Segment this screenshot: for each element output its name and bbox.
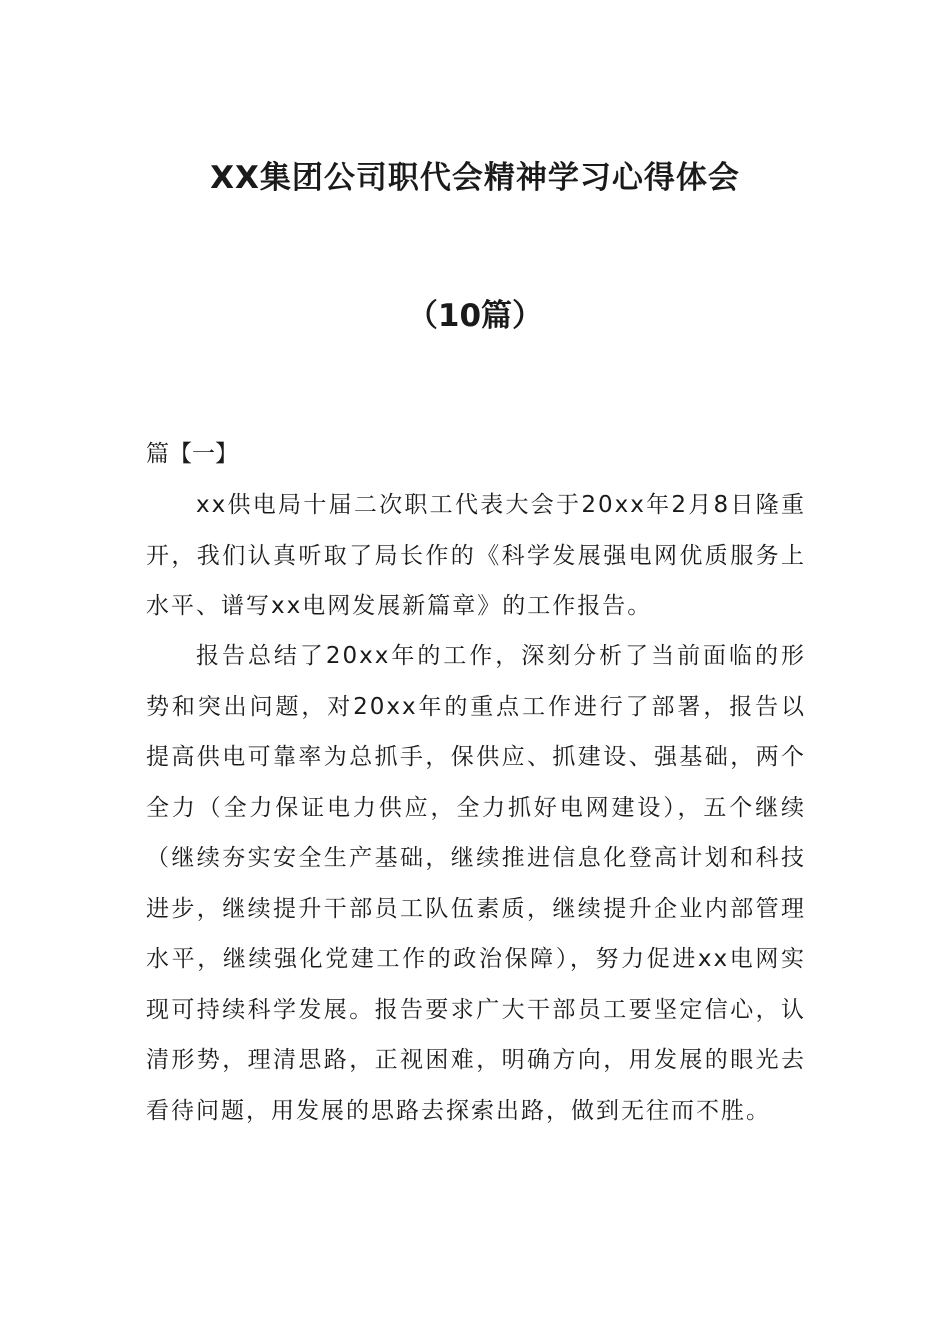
paragraph-text: xx供电局十届二次职工代表大会于20xx年2月8日隆重开，我们认真听取了局长作的《科学发展强电网优质服务上水平、谱写xx电网发展新篇章》的工作报告。 (146, 492, 806, 619)
paragraph-1 (146, 480, 806, 632)
document-title: XX集团公司职代会精神学习心得体会 (210, 160, 740, 196)
document-subtitle: （10篇） (406, 298, 544, 334)
paragraph-text: 报告总结了20xx年的工作，深刻分析了当前面临的形势和突出问题，对20xx年的重点工作进行了部署，报告以提高供电可靠率为总抓手，保供应、抓建设、强基础，两个全力（全力保证电力供应，全力抓好电网建设），五个继续（继续夯实安全生产基础，继续推进信息化登高计划和科技进步，继续提升干部员工队伍素质，继续提升企业内部管理水平，继续强化党建工作的政治保障），努力促进xx电网实现可持续科学发展。报告要求广大干部员工要坚定信心，认清形势，理清思路，正视困难，明确方向，用发展的眼光去看待问题，用发展的思路去探索出路，做到无往而不胜。 (146, 643, 806, 1124)
section-heading: 篇【一】 (146, 441, 238, 467)
paragraph-2 (146, 631, 806, 1136)
